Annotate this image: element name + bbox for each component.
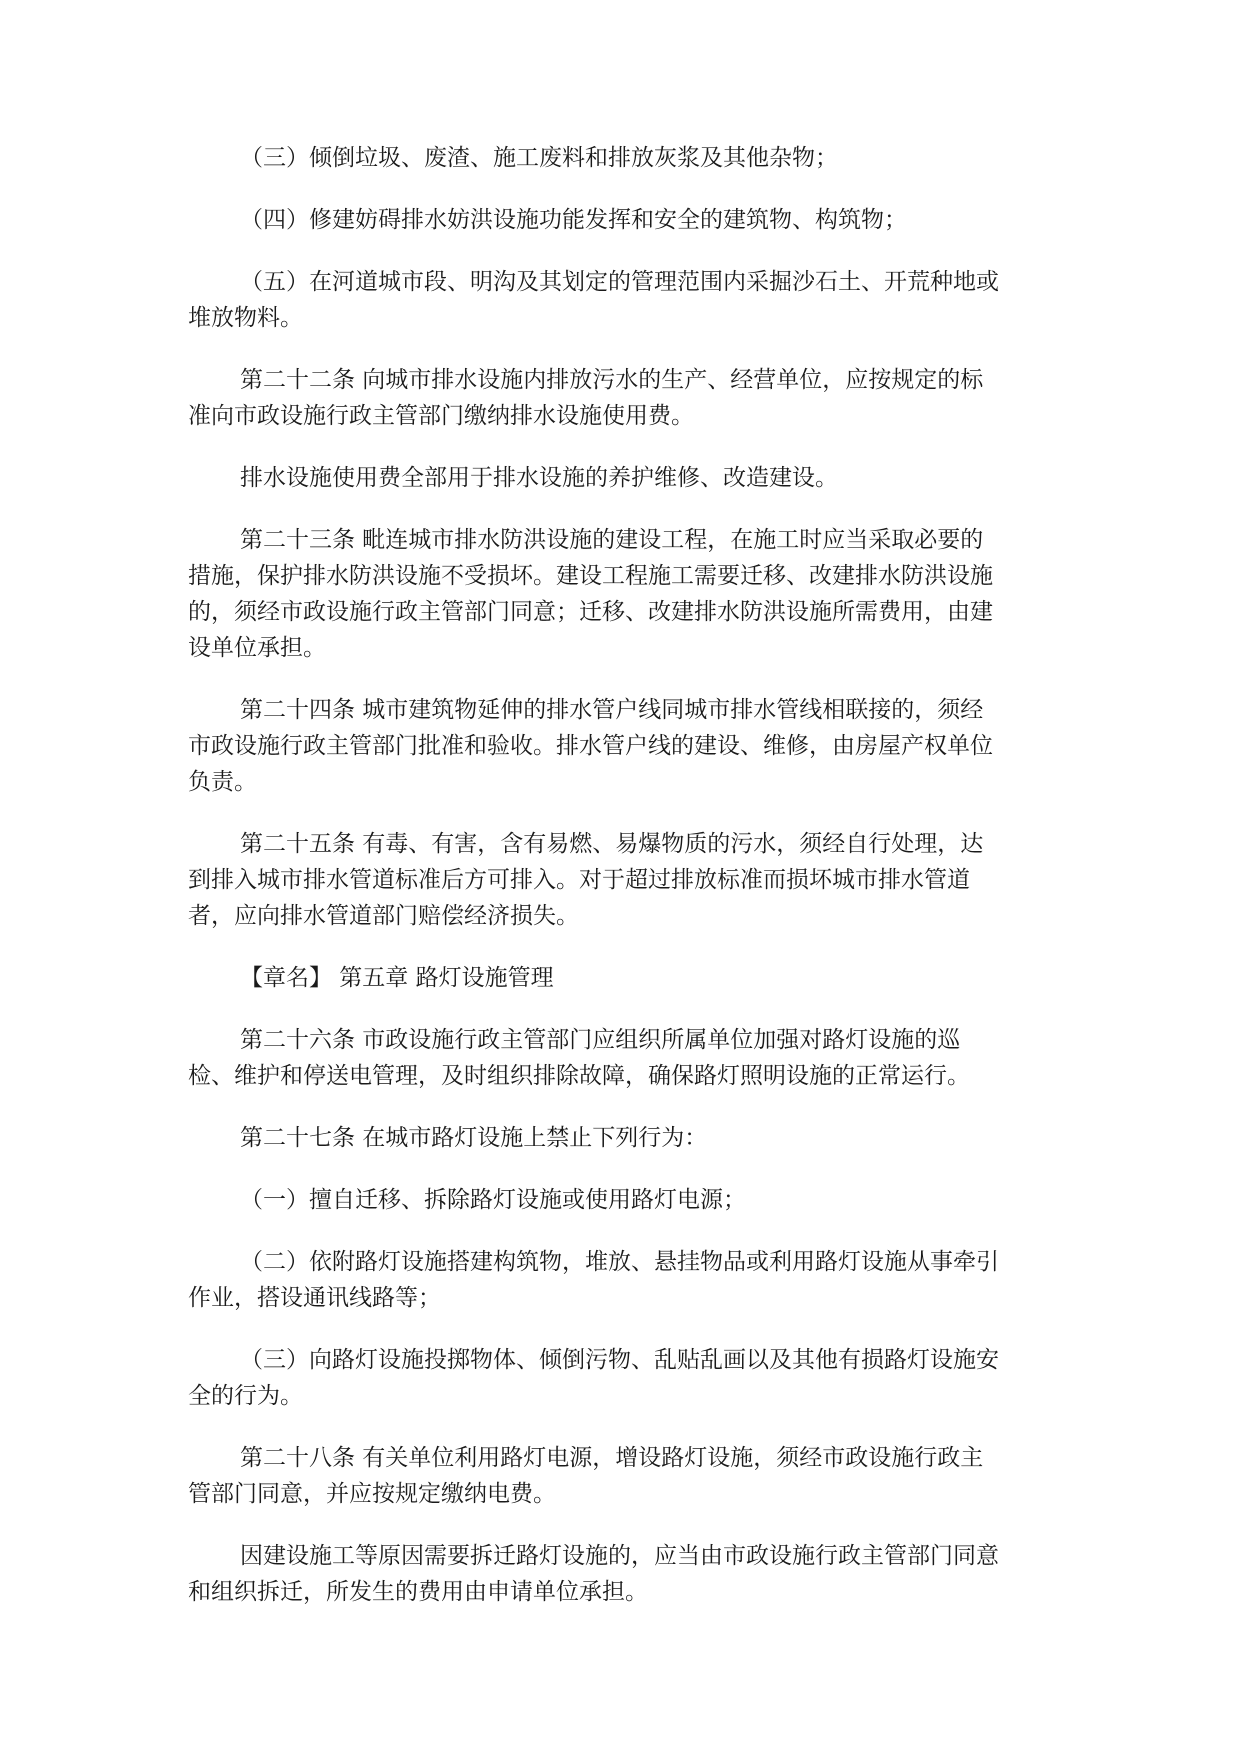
article-25: 第二十五条 有毒、有害，含有易燃、易爆物质的污水，须经自行处理，达到排入城市排水管道标准后方可排入。对于超过排放标准而损坏城市排水管道者，应向排水管道部门赔偿经济损失。 <box>188 831 984 929</box>
chapter-heading: 【章名】 第五章 路灯设施管理 <box>240 965 554 991</box>
article-27-item-2: （二）依附路灯设施搭建构筑物，堆放、悬挂物品或利用路灯设施从事牵引作业，搭设通讯线路等； <box>188 1249 999 1311</box>
article-27: 第二十七条 在城市路灯设施上禁止下列行为： <box>240 1125 708 1151</box>
clause-item-5: （五）在河道城市段、明沟及其划定的管理范围内采掘沙石土、开荒种地或堆放物料。 <box>188 269 999 331</box>
document-page <box>188 140 1000 1636</box>
article-22: 第二十二条 向城市排水设施内排放污水的生产、经营单位，应按规定的标准向市政设施行政主管部门缴纳排水设施使用费。 <box>188 367 984 429</box>
article-28-paragraph-2: 因建设施工等原因需要拆迁路灯设施的，应当由市政设施行政主管部门同意和组织拆迁，所发生的费用由申请单位承担。 <box>188 1543 999 1605</box>
clause-item-3: （三）倾倒垃圾、废渣、施工废料和排放灰浆及其他杂物； <box>240 145 838 171</box>
article-24: 第二十四条 城市建筑物延伸的排水管户线同城市排水管线相联接的，须经市政设施行政主管部门批准和验收。排水管户线的建设、维修，由房屋产权单位负责。 <box>188 697 993 795</box>
article-27-item-1: （一）擅自迁移、拆除路灯设施或使用路灯电源； <box>240 1187 746 1213</box>
article-26: 第二十六条 市政设施行政主管部门应组织所属单位加强对路灯设施的巡检、维护和停送电管理，及时组织排除故障，确保路灯照明设施的正常运行。 <box>188 1027 970 1089</box>
clause-item-4: （四）修建妨碍排水妨洪设施功能发挥和安全的建筑物、构筑物； <box>240 207 907 233</box>
article-27-item-3: （三）向路灯设施投掷物体、倾倒污物、乱贴乱画以及其他有损路灯设施安全的行为。 <box>188 1347 999 1409</box>
article-28: 第二十八条 有关单位利用路灯电源，增设路灯设施，须经市政设施行政主管部门同意，并应按规定缴纳电费。 <box>188 1445 984 1507</box>
article-23: 第二十三条 毗连城市排水防洪设施的建设工程，在施工时应当采取必要的措施，保护排水防洪设施不受损坏。建设工程施工需要迁移、改建排水防洪设施的，须经市政设施行政主管部门同意；迁移、改建排水防洪设施所需费用，由建设单位承担。 <box>188 527 993 661</box>
article-22-paragraph-2: 排水设施使用费全部用于排水设施的养护维修、改造建设。 <box>240 465 838 491</box>
